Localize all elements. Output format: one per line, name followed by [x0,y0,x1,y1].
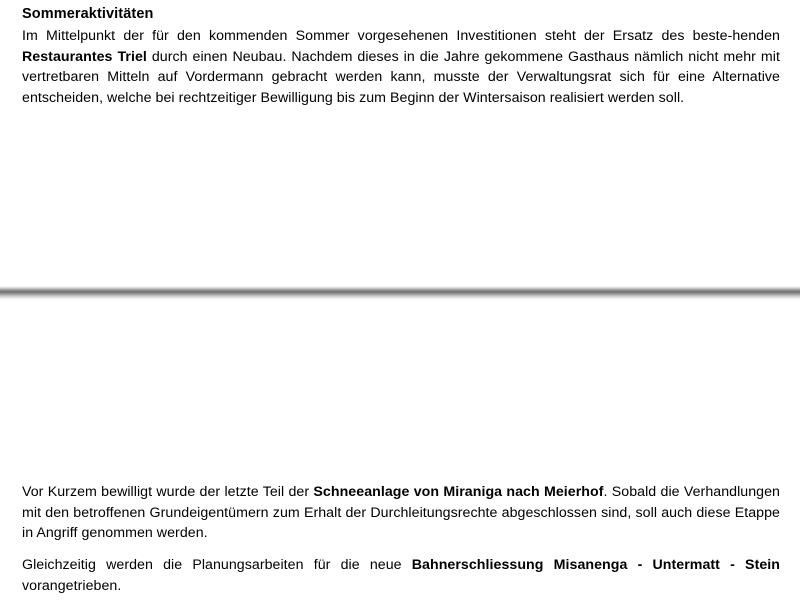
paragraph-sommeraktivitaeten: Im Mittelpunkt der für den kommenden Sommer vorgesehenen Investitionen steht der Ersatz des beste-henden Restaurantes Triel durch einen Neubau. Nachdem dieses in die Jahre gekommene Gasthaus nämlich nicht mehr mit vertretbaren Mitteln auf Vordermann gebracht werden kann, musste der Verwaltungsrat sich für eine Alternative entscheiden, welche bei rechtzeitiger Bewilligung bis zum Beginn der Wintersaison realisiert werden soll. [22,28,780,106]
horizontal-rule-divider [0,286,800,300]
paragraph-schneeanlage: Vor Kurzem bewilligt wurde der letzte Teil der Schneeanlage von Miraniga nach Meierhof. Sobald die Verhandlungen mit den betroffenen Grundeigentümern zum Erhalt der Durchleitungsrechte abgeschlossen sind, soll auch diese Etappe in Angriff genommen werden. [22,484,780,541]
section-heading: Sommeraktivitäten [22,6,154,22]
paragraph-bahnerschliessung: Gleichzeitig werden die Planungsarbeiten für die neue Bahnerschliessung Misanenga - Untermatt - Stein vorangetrieben. [22,557,780,594]
